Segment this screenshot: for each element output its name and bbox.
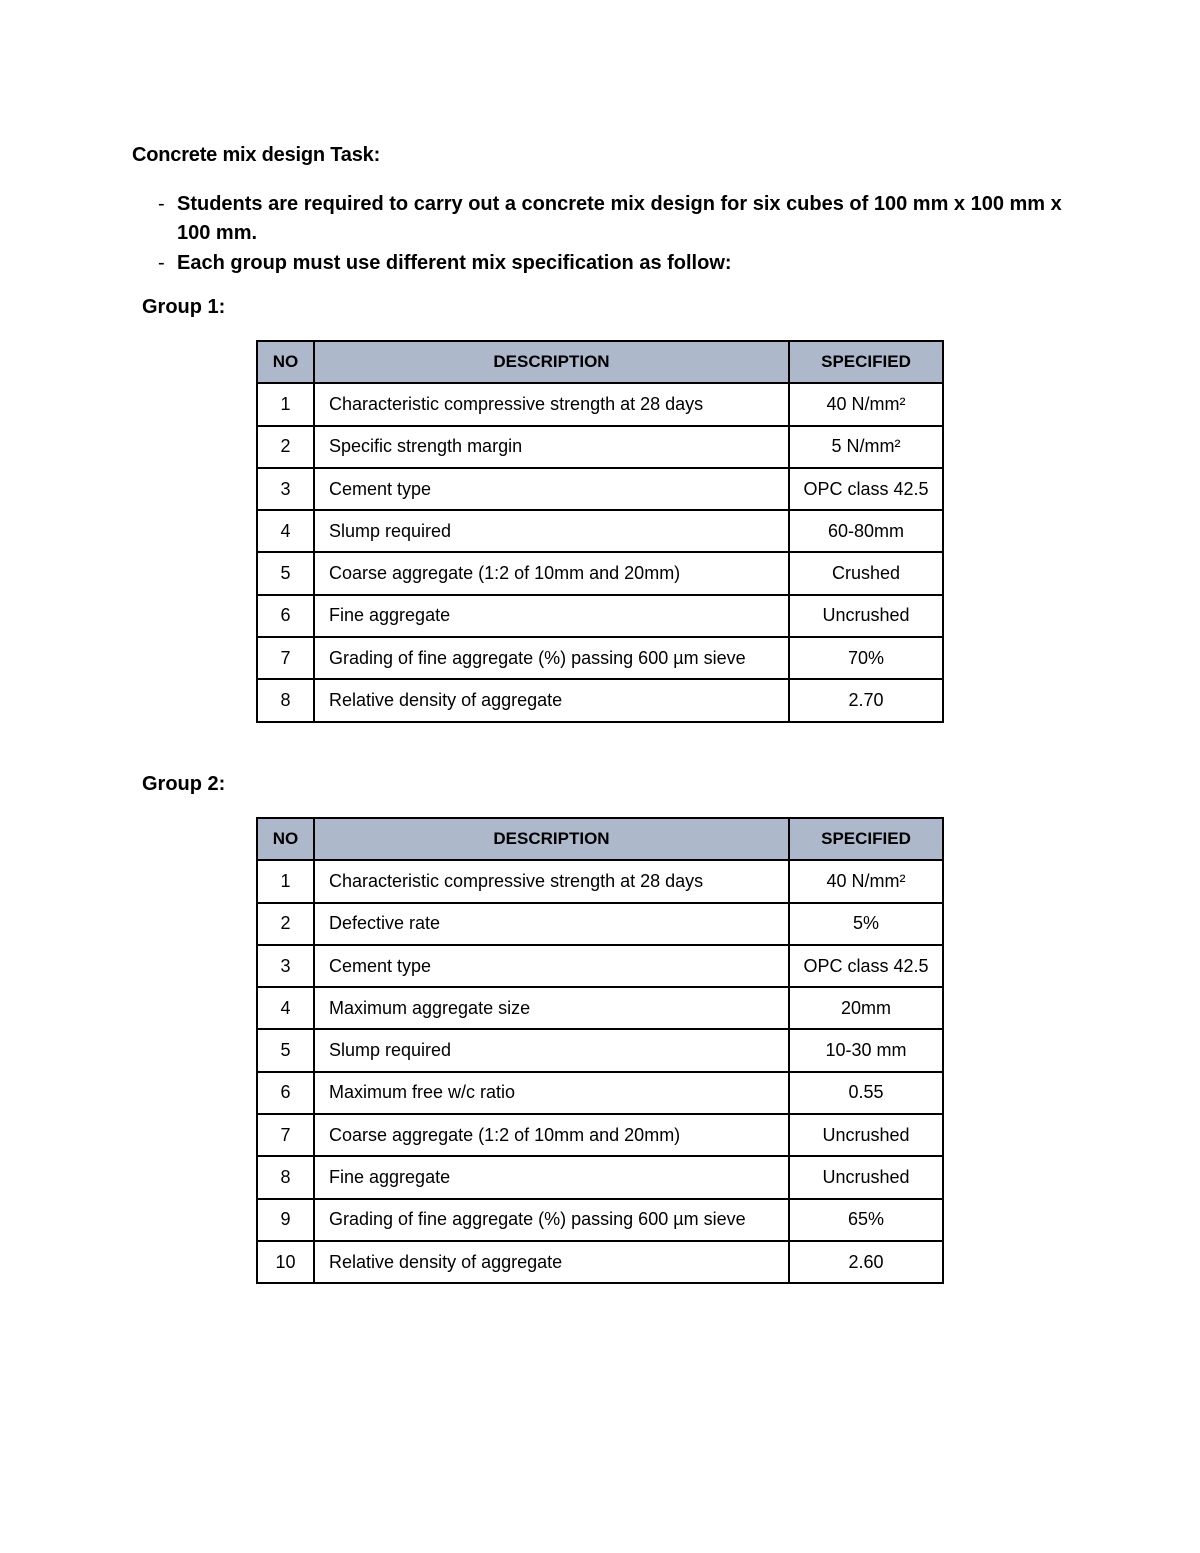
row-specified: 70% (789, 637, 943, 679)
table-row (257, 1199, 943, 1241)
row-description: Maximum free w/c ratio (314, 1072, 789, 1114)
row-no: 6 (257, 1072, 314, 1114)
row-description: Characteristic compressive strength at 28 days (314, 383, 789, 425)
row-no: 1 (257, 860, 314, 902)
instruction-item (158, 190, 1068, 248)
row-no: 3 (257, 945, 314, 987)
row-specified: 5% (789, 903, 943, 945)
column-header-specified: SPECIFIED (789, 818, 943, 860)
group-1-spec-table (256, 340, 944, 723)
row-no: 8 (257, 1156, 314, 1198)
row-no: 7 (257, 1114, 314, 1156)
row-no: 4 (257, 510, 314, 552)
table-row (257, 1241, 943, 1283)
table-row (257, 383, 943, 425)
row-no: 10 (257, 1241, 314, 1283)
table-row (257, 1072, 943, 1114)
row-no: 5 (257, 1029, 314, 1071)
row-specified: Uncrushed (789, 1114, 943, 1156)
row-specified: 40 N/mm² (789, 383, 943, 425)
row-specified: 2.70 (789, 679, 943, 721)
row-specified: Crushed (789, 552, 943, 594)
group-1-heading: Group 1: (142, 296, 226, 318)
row-specified: 5 N/mm² (789, 426, 943, 468)
row-no: 7 (257, 637, 314, 679)
row-specified: 10-30 mm (789, 1029, 943, 1071)
row-no: 9 (257, 1199, 314, 1241)
table-row (257, 679, 943, 721)
table-row (257, 637, 943, 679)
table-header-row (257, 341, 943, 383)
row-description: Coarse aggregate (1:2 of 10mm and 20mm) (314, 1114, 789, 1156)
row-description: Coarse aggregate (1:2 of 10mm and 20mm) (314, 552, 789, 594)
column-header-specified: SPECIFIED (789, 341, 943, 383)
row-specified: 2.60 (789, 1241, 943, 1283)
group-2-spec-table (256, 817, 944, 1284)
page-title: Concrete mix design Task: (132, 144, 381, 166)
column-header-description: DESCRIPTION (314, 341, 789, 383)
row-description: Slump required (314, 1029, 789, 1071)
row-no: 1 (257, 383, 314, 425)
instruction-item (158, 249, 1068, 278)
row-description: Defective rate (314, 903, 789, 945)
table-row (257, 860, 943, 902)
row-no: 2 (257, 903, 314, 945)
table-row (257, 510, 943, 552)
row-description: Relative density of aggregate (314, 679, 789, 721)
table-row (257, 987, 943, 1029)
row-description: Fine aggregate (314, 595, 789, 637)
row-no: 4 (257, 987, 314, 1029)
bullet-dash: - (158, 252, 165, 274)
row-specified: OPC class 42.5 (789, 468, 943, 510)
row-specified: Uncrushed (789, 595, 943, 637)
column-header-no: NO (257, 341, 314, 383)
table-header-row (257, 818, 943, 860)
row-specified: OPC class 42.5 (789, 945, 943, 987)
row-description: Slump required (314, 510, 789, 552)
row-description: Grading of fine aggregate (%) passing 600 µm sieve (314, 637, 789, 679)
instruction-list (158, 190, 1068, 279)
row-specified: Uncrushed (789, 1156, 943, 1198)
row-no: 8 (257, 679, 314, 721)
table-row (257, 1029, 943, 1071)
row-no: 6 (257, 595, 314, 637)
row-description: Cement type (314, 945, 789, 987)
row-description: Cement type (314, 468, 789, 510)
instruction-text: Students are required to carry out a concrete mix design for six cubes of 100 mm x 100 mm x 100 mm. (177, 193, 1062, 244)
table-row (257, 945, 943, 987)
row-specified: 20mm (789, 987, 943, 1029)
bullet-dash: - (158, 193, 165, 215)
row-description: Maximum aggregate size (314, 987, 789, 1029)
row-specified: 60-80mm (789, 510, 943, 552)
table-row (257, 1114, 943, 1156)
table-row (257, 426, 943, 468)
row-description: Relative density of aggregate (314, 1241, 789, 1283)
instruction-text: Each group must use different mix specification as follow: (177, 252, 732, 274)
table-row (257, 903, 943, 945)
row-description: Characteristic compressive strength at 28 days (314, 860, 789, 902)
table-row (257, 468, 943, 510)
column-header-description: DESCRIPTION (314, 818, 789, 860)
table-row (257, 552, 943, 594)
row-no: 2 (257, 426, 314, 468)
row-description: Fine aggregate (314, 1156, 789, 1198)
table-row (257, 1156, 943, 1198)
row-specified: 40 N/mm² (789, 860, 943, 902)
row-specified: 65% (789, 1199, 943, 1241)
row-description: Specific strength margin (314, 426, 789, 468)
row-description: Grading of fine aggregate (%) passing 600 µm sieve (314, 1199, 789, 1241)
row-no: 3 (257, 468, 314, 510)
table-row (257, 595, 943, 637)
row-no: 5 (257, 552, 314, 594)
row-specified: 0.55 (789, 1072, 943, 1114)
column-header-no: NO (257, 818, 314, 860)
group-2-heading: Group 2: (142, 773, 226, 795)
